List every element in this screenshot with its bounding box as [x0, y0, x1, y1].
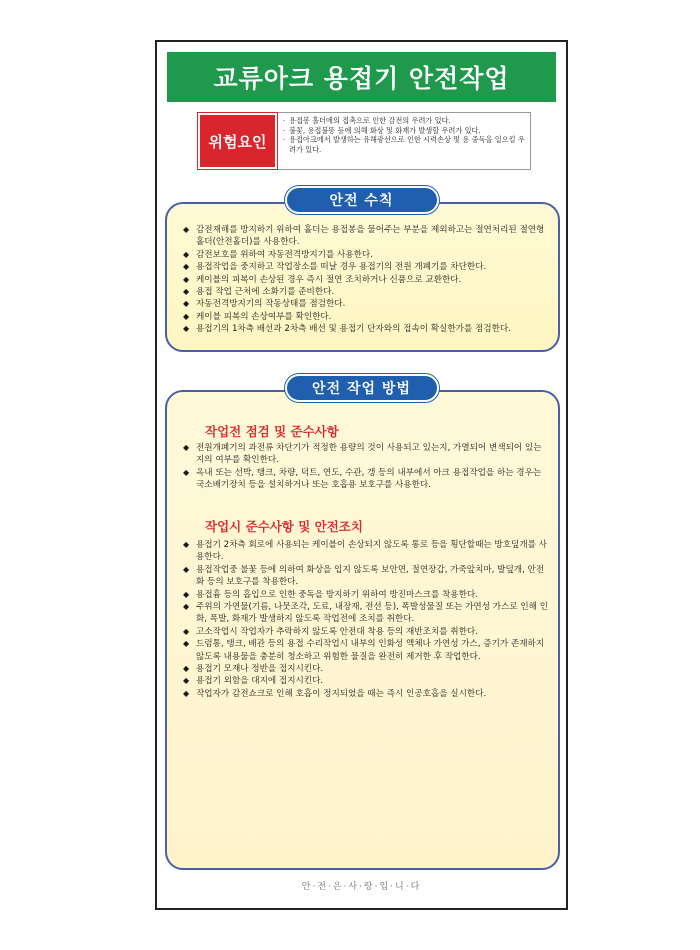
safety-rule-item: ◆ 케이블 피복의 손상여부를 확인한다.: [183, 311, 548, 323]
during-work-item: ◆ 주위의 가연물(기름, 나뭇조각, 도료, 내장재, 전선 등), 폭발성물질 또는 가연성 가스로 인해 인화, 폭발, 화재가 발생하지 않도록 작업전에 조치를 취한다.: [183, 601, 548, 626]
safety-rules-list: [183, 224, 548, 336]
method-panel: [165, 390, 560, 870]
during-work-item: ◆ 용접기 모재나 정반을 접지시킨다.: [183, 663, 548, 675]
hazard-item: · 용접아크에서 발생하는 유해광선으로 인한 시력손상 및 용 중독을 일으킬 우려가 있다.: [283, 135, 526, 154]
during-work-item: ◆ 고소작업시 작업자가 추락하지 않도록 안전대 착용 등의 재반조치를 취한다.: [183, 626, 548, 638]
during-work-item: ◆ 작업자가 감전쇼크로 인해 호흡이 정지되었을 때는 즉시 인공호흡을 실시한다.: [183, 688, 548, 700]
during-work-item: ◆ 용접기 외함을 대지에 접지시킨다.: [183, 675, 548, 687]
safety-rule-item: ◆ 용접작업을 중지하고 작업장소를 떠날 경우 용접기의 전원 개폐기를 차단한다.: [183, 261, 548, 273]
pre-work-list: [183, 442, 548, 492]
during-work-list: [183, 539, 548, 700]
during-work-item: ◆ 드럼통, 탱크, 배관 등의 용접 수리작업시 내부의 인화성 액체나 가연성 가스, 증기가 존재하지 않도록 내용물을 충분히 청소하고 위험한 물질을 완전히 제거한 후 작업한다.: [183, 638, 548, 663]
safety-rule-item: ◆ 용접 작업 근처에 소화기를 준비한다.: [183, 286, 548, 298]
poster-title: 교류아크 용접기 안전작업: [167, 52, 556, 102]
hazard-box: [197, 112, 531, 170]
safety-rules-heading: 안전 수칙: [285, 186, 439, 214]
pre-work-item: ◆ 옥내 또는 선박, 탱크, 차량, 덕트, 연도, 수관, 갱 등의 내부에서 아크 용접작업을 하는 경우는 국소배기장치 등을 설치하거나 또는 호흡용 보호구를 사용한다.: [183, 467, 548, 492]
pre-work-item: ◆ 전원개폐기의 과전류 차단기가 적정한 용량의 것이 사용되고 있는지, 가열되어 변색되어 있는지의 여부를 확인한다.: [183, 442, 548, 467]
during-work-item: ◆ 용접흄 등의 흡입으로 인한 중독을 방지하기 위하여 방진마스크를 착용한다.: [183, 589, 548, 601]
during-work-heading: 작업시 준수사항 및 안전조치: [205, 519, 363, 534]
hazard-item: · 불꽃, 용접불똥 등에 의해 화상 및 화재가 발생할 우려가 있다.: [283, 126, 526, 136]
safety-rule-item: ◆ 자동전격방지기의 작동상태를 점검한다.: [183, 298, 548, 310]
poster-frame: [155, 40, 568, 910]
hazard-item: · 용접봉 홀더에의 접촉으로 인한 감전의 우려가 있다.: [283, 116, 526, 126]
safety-rule-item: ◆ 감전재해를 방지하기 위하여 홀더는 용접봉을 물어주는 부분을 제외하고는 절연처리된 절연형 홀더(안전홀더)를 사용한다.: [183, 224, 548, 249]
safety-rules-panel: [165, 202, 560, 352]
safety-rule-item: ◆ 케이블의 피복이 손상된 경우 즉시 절연 조치하거나 신품으로 교환한다.: [183, 274, 548, 286]
hazard-list: [277, 113, 530, 169]
safety-rule-item: ◆ 감전보호를 위하여 자동전격방지기를 사용한다.: [183, 249, 548, 261]
during-work-item: ◆ 용접작업중 불꽃 등에 의하여 화상을 입지 않도록 보안면, 절연장갑, 가죽앞치마, 발덮개, 안전화 등의 보호구를 착용한다.: [183, 564, 548, 589]
method-heading: 안전 작업 방법: [285, 374, 439, 402]
hazard-label: 위험요인: [198, 113, 277, 169]
safety-rule-item: ◆ 용접기의 1차측 배선과 2차측 배선 및 용접기 단자와의 접속이 확실한가를 점검한다.: [183, 323, 548, 335]
footer-slogan: 안·전·은·사·랑·입·니·다: [301, 882, 422, 892]
pre-work-heading: 작업전 점검 및 준수사항: [205, 424, 339, 439]
during-work-item: ◆ 용접기 2차측 회로에 사용되는 케이블이 손상되지 않도록 통로 등을 횡단할때는 방호덮개를 사용한다.: [183, 539, 548, 564]
